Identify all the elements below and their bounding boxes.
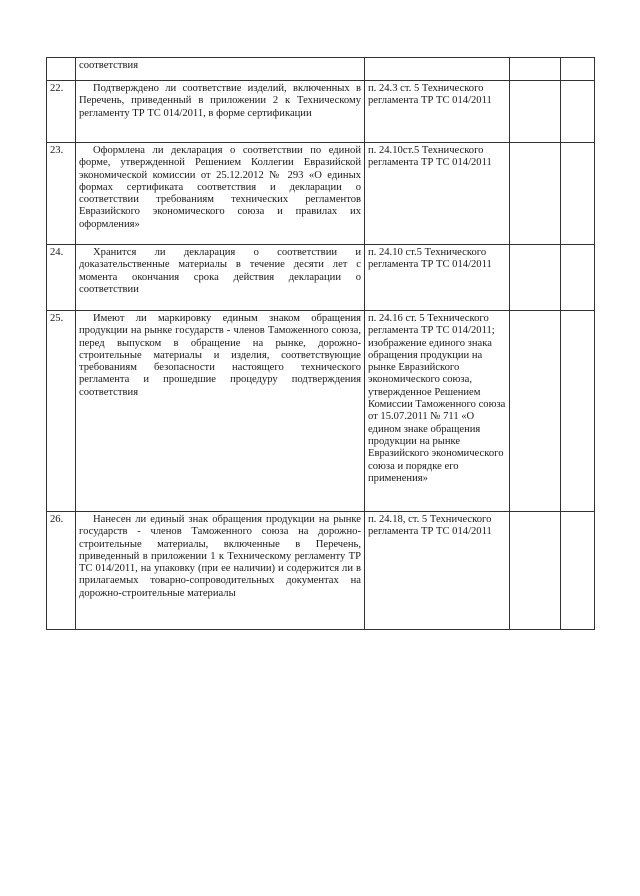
note-cell [561,58,595,81]
answer-cell [510,245,561,311]
requirement-text [76,311,365,512]
answer-cell [510,143,561,245]
note-cell [561,245,595,311]
table-row [47,245,595,311]
requirement-line: Нанесен ли единый знак обращения продукции на рынке государств - членов Таможенного союза на дорожно-строительные материалы, включенные в Перечень, приведенный в приложении 1 к Техническому регламенту ТР ТС 014/2011, на упаковку (при ее наличии) и содержится ли в прилагаемых товарно-сопроводительных документах на дорожно-строительные материалы [79,514,361,599]
answer-cell [510,512,561,630]
answer-cell [510,311,561,512]
legal-reference: п. 24.3 ст. 5 Технического регламента ТР ТС 014/2011 [365,81,510,143]
table-row [47,512,595,630]
note-cell [561,143,595,245]
note-cell [561,311,595,512]
row-number: 26. [47,512,76,630]
checklist-table [46,57,595,630]
row-number [47,58,76,81]
requirement-line: соответствия [79,60,139,71]
table-row [47,311,595,512]
requirement-line: Имеют ли маркировку единым знаком обращения продукции на рынке государств - членов Таможенного союза, перед выпуском в обращение на рынке, дорожно-строительные материалы и изделия, соответствующие требованиям безопасности настоящего технического регламента и прошедшие процедуру подтверждения соответствия [79,313,361,398]
legal-reference: п. 24.10ст.5 Технического регламента ТР ТС 014/2011 [365,143,510,245]
legal-reference: п. 24.18, ст. 5 Технического регламента ТР ТС 014/2011 [365,512,510,630]
requirement-line: Хранится ли декларация о соответствии и доказательственные материалы в течение десяти лет с момента окончания срока действия декларации о соответствии [79,247,361,295]
requirement-text [76,143,365,245]
note-cell [561,512,595,630]
answer-cell [510,58,561,81]
requirement-text [76,512,365,630]
legal-reference: п. 24.10 ст.5 Технического регламента ТР ТС 014/2011 [365,245,510,311]
legal-reference [365,58,510,81]
note-cell [561,81,595,143]
legal-reference: п. 24.16 ст. 5 Технического регламента ТР ТС 014/2011; изображение единого знака обращения продукции на рынке Евразийского экономического союза, утвержденное Решением Комиссии Таможенного союза от 15.07.2011 № 711 «О едином знаке обращения продукции на рынке Евразийского экономического союза и порядке его применения» [365,311,510,512]
requirement-line: Оформлена ли декларация о соответствии по единой форме, утвержденной Решением Коллегии Евразийской экономической комиссии от 25.12.2012 № 293 «О единых формах сертификата соответствия и декларации о соответствии требованиям технических регламентов Евразийского экономического союза и правилах их оформления» [79,145,361,230]
answer-cell [510,81,561,143]
requirement-text [76,245,365,311]
table-row [47,143,595,245]
requirement-line: Подтверждено ли соответствие изделий, включенных в Перечень, приведенный в приложении 2 к Техническому регламенту ТР ТС 014/2011, в форме сертификации [79,83,361,119]
row-number: 24. [47,245,76,311]
requirement-text [76,81,365,143]
table-row [47,58,595,81]
row-number: 25. [47,311,76,512]
requirement-text [76,58,365,81]
table-row [47,81,595,143]
row-number: 23. [47,143,76,245]
row-number: 22. [47,81,76,143]
